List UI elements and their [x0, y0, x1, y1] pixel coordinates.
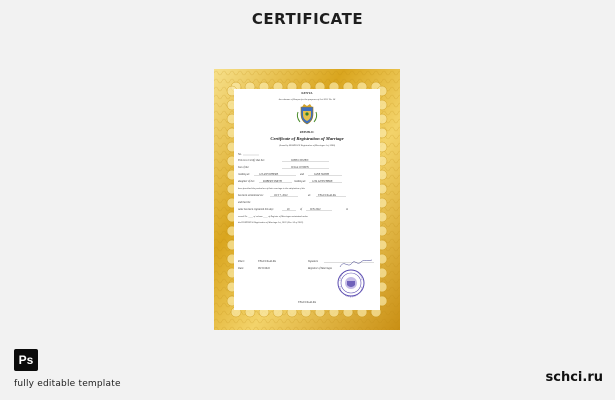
registrar-label: Registrar of Marriages: [308, 267, 333, 270]
authority-label: REPUBLIC: [299, 131, 315, 134]
no-label: No.: [238, 153, 242, 156]
country-label: KENYA: [301, 91, 313, 95]
bride-parent: ROBERT SMITH: [263, 180, 282, 183]
signature-label: Signature: [308, 260, 318, 263]
residing2-label: residing at:: [294, 180, 306, 183]
footer-place: TEGUCIGALPA: [298, 301, 316, 304]
place-value: TEGUCIGALPA: [258, 260, 276, 263]
groom-name: JOHN CITIZEN: [291, 159, 309, 162]
in-label: in: [346, 208, 349, 211]
registered-month: JUN 2022: [310, 208, 321, 211]
site-link[interactable]: schci.ru: [545, 370, 603, 385]
son-label: Son of the:: [238, 166, 250, 169]
at-label: at:: [308, 194, 311, 197]
bride-name: JANE SMITH: [314, 173, 330, 176]
photoshop-icon: Ps: [14, 349, 38, 371]
certify-label: This is to Certify that the:: [238, 159, 265, 162]
certificate-title: Certificate of Registration of Marriage: [270, 136, 344, 141]
date-value: 08/15/2022: [258, 267, 270, 270]
tagline: fully editable template: [14, 379, 121, 389]
registered-label: same has been registered this day:: [238, 208, 274, 211]
page-heading: CERTIFICATE: [251, 10, 364, 28]
and-label: and: [300, 173, 304, 176]
daughter-label: daughter of the:: [238, 180, 255, 183]
act-line-2: the HONDURAS Registration of Marriage Act, 2022 (Nos. 56 of 2022): [238, 222, 304, 224]
date-label: Date:: [238, 267, 244, 270]
cert-subtitle: the whereas of Kenyan for the purposes of Act 2012 No. 58: [278, 98, 336, 101]
act-line: (Issued by MARRIAGE Registration of Marriages Act, 2000): [279, 145, 335, 147]
certificate-preview: [214, 69, 400, 330]
of-label: of: [300, 208, 303, 211]
groom-parent: JULIA CITIZEN: [291, 166, 309, 169]
clause-line: have furnished the particulars of their marriage to the satisfaction of the: [238, 188, 305, 190]
solemnised-label: has been solemnised on:: [238, 194, 264, 197]
solemnised-place: TEGUCIGALPA: [318, 194, 336, 197]
solemnised-date: OCT 7, 2022: [274, 194, 288, 197]
registered-day: 20: [287, 208, 290, 211]
residing-label: residing at:: [238, 173, 250, 176]
groom-address: 123 ANYWHERE: [259, 173, 279, 176]
record-line: record No. ____ of volume ____ of Register of Marriages maintained under: [238, 216, 308, 218]
place-label: Place:: [238, 260, 245, 263]
and-that-label: and that the: [238, 201, 251, 204]
bride-address: 1234 ANYWHERE: [312, 180, 333, 183]
